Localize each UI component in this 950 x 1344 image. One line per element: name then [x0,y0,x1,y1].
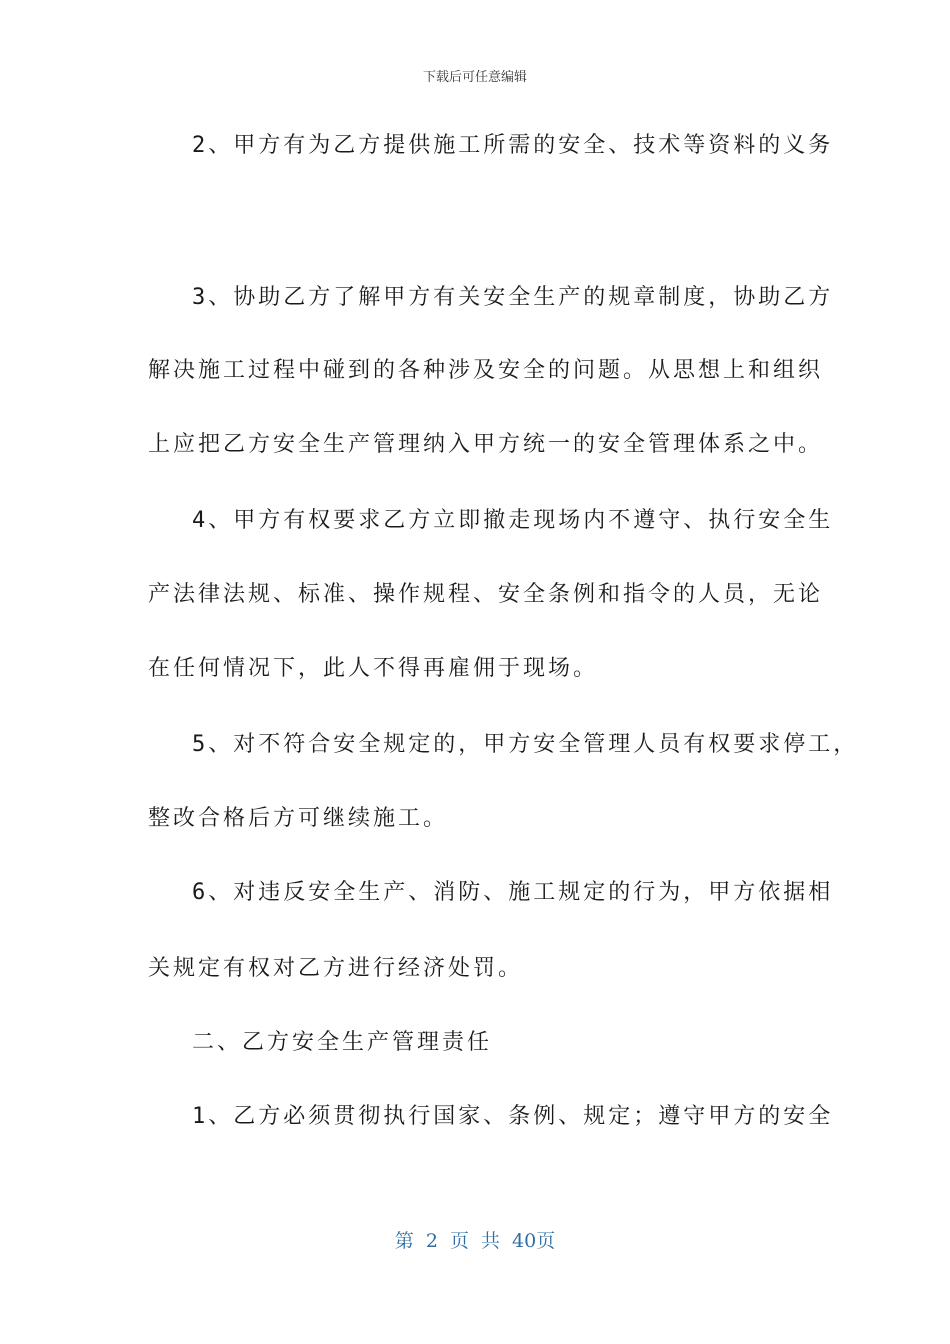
paragraph-line: 6、对违反安全生产、消防、施工规定的行为，甲方依据相 [192,880,834,905]
paragraph-line: 2、甲方有为乙方提供施工所需的安全、技术等资料的义务 [192,133,834,158]
section-heading: 二、乙方安全生产管理责任 [192,1030,493,1055]
page-header-note: 下载后可任意编辑 [422,70,527,85]
paragraph-line: 解决施工过程中碰到的各种涉及安全的问题。从思想上和组织 [148,358,824,383]
paragraph-line: 1、乙方必须贯彻执行国家、条例、规定；遵守甲方的安全 [192,1104,834,1129]
paragraph-line: 4、甲方有权要求乙方立即撤走现场内不遵守、执行安全生 [192,508,834,533]
paragraph-line: 在任何情况下，此人不得再雇佣于现场。 [148,656,599,681]
paragraph-line: 3、协助乙方了解甲方有关安全生产的规章制度，协助乙方 [192,285,834,310]
paragraph-line: 上应把乙方安全生产管理纳入甲方统一的安全管理体系之中。 [148,432,824,457]
page-number: 第 2 页 共 40页 [394,1230,556,1252]
paragraph-line: 产法律法规、标准、操作规程、安全条例和指令的人员，无论 [148,582,824,607]
paragraph-line: 关规定有权对乙方进行经济处罚。 [148,956,524,981]
paragraph-line: 整改合格后方可继续施工。 [148,806,449,831]
paragraph-line: 5、对不符合安全规定的，甲方安全管理人员有权要求停工， [192,732,859,757]
